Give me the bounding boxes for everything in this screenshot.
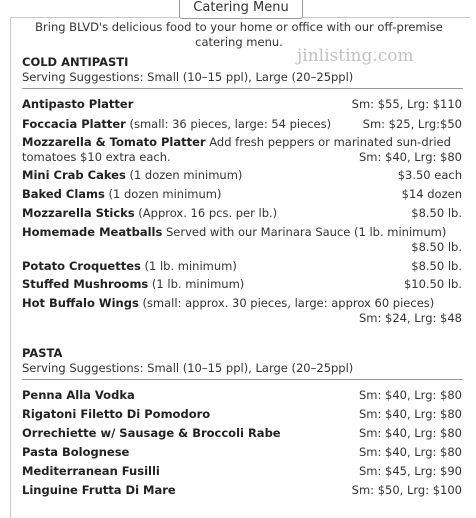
- menu-item: [22, 259, 462, 274]
- item-price: Sm: $55, Lrg: $110: [351, 97, 462, 111]
- section-divider: [22, 379, 463, 380]
- serving-suggestions-antipasti: Serving Suggestions: Small (10–15 ppl), Large (20–25ppl): [22, 70, 354, 84]
- menu-item: [22, 445, 462, 460]
- menu-item: [22, 117, 462, 132]
- menu-item: [22, 296, 462, 325]
- item-price: Sm: $40, Lrg: $80: [358, 445, 462, 459]
- item-price: $8.50 lb.: [411, 240, 462, 254]
- item-price: Sm: $40, Lrg: $80: [358, 407, 462, 421]
- item-name: Mediterranean Fusilli: [22, 464, 160, 478]
- item-name: Foccacia Platter: [22, 117, 126, 131]
- serving-suggestions-pasta: Serving Suggestions: Small (10–15 ppl), Large (20–25ppl): [22, 361, 354, 375]
- item-name: Hot Buffalo Wings: [22, 296, 139, 310]
- item-desc: (small: 36 pieces, large: 54 pieces): [125, 117, 332, 131]
- item-name: Homemade Meatballs: [22, 225, 163, 239]
- section-title-pasta: PASTA: [22, 346, 63, 360]
- menu-item: [22, 388, 462, 403]
- item-name: Rigatoni Filetto Di Pomodoro: [22, 407, 211, 421]
- item-price: Sm: $45, Lrg: $90: [358, 464, 462, 478]
- item-price: Sm: $40, Lrg: $80: [358, 426, 462, 440]
- item-price: Sm: $50, Lrg: $100: [351, 483, 462, 497]
- item-name: Potato Croquettes: [22, 259, 141, 273]
- item-name: Orrechiette w/ Sausage & Broccoli Rabe: [22, 426, 281, 440]
- item-name: Mini Crab Cakes: [22, 168, 126, 182]
- item-desc: (1 dozen minimum): [125, 168, 243, 182]
- item-price: Sm: $40, Lrg: $80: [358, 388, 462, 402]
- menu-item: [22, 277, 462, 292]
- menu-item: [22, 483, 462, 498]
- menu-item: [22, 135, 462, 165]
- item-name: Mozzarella Sticks: [22, 206, 135, 220]
- menu-item: [22, 225, 462, 254]
- menu-tab-title: Catering Menu: [179, 0, 303, 19]
- item-desc: Served with our Marinara Sauce (1 lb. minimum): [162, 225, 447, 239]
- menu-item: [22, 407, 462, 422]
- item-price: Sm: $25, Lrg:$50: [362, 117, 462, 131]
- item-name: Baked Clams: [22, 187, 105, 201]
- menu-item: [22, 464, 462, 479]
- item-name: Pasta Bolognese: [22, 445, 130, 459]
- intro-text: Bring BLVD's delicious food to your home or office with our off-premise catering menu.: [35, 20, 443, 49]
- menu-item: [22, 168, 462, 183]
- section-title-cold-antipasti: COLD ANTIPASTI: [22, 55, 129, 69]
- item-desc: (1 dozen minimum): [104, 187, 222, 201]
- item-desc: (small: approx. 30 pieces, large: approx 60 pieces): [138, 296, 435, 310]
- item-price: $3.50 each: [397, 168, 462, 182]
- item-name: Antipasto Platter: [22, 97, 134, 111]
- menu-item: [22, 426, 462, 441]
- item-price: $8.50 lb.: [411, 206, 462, 220]
- item-price: Sm: $40, Lrg: $80: [358, 150, 462, 164]
- item-name: Stuffed Mushrooms: [22, 277, 149, 291]
- item-price: $8.50 lb.: [411, 259, 462, 273]
- watermark: jinlisting.com: [297, 46, 414, 66]
- item-name: Linguine Frutta Di Mare: [22, 483, 176, 497]
- item-desc: (1 lb. minimum): [140, 259, 237, 273]
- section-divider: [22, 88, 463, 89]
- menu-item: [22, 187, 462, 202]
- menu-item: [22, 206, 462, 221]
- item-desc: Add fresh peppers or marinated sun-dried tomatoes $10 extra each.: [22, 135, 451, 164]
- item-price: Sm: $24, Lrg: $48: [358, 311, 462, 325]
- item-desc: (Approx. 16 pcs. per lb.): [134, 206, 278, 220]
- item-desc: (1 lb. minimum): [148, 277, 245, 291]
- menu-item: [22, 97, 462, 112]
- item-name: Mozzarella & Tomato Platter: [22, 135, 206, 149]
- item-name: Penna Alla Vodka: [22, 388, 135, 402]
- item-price: $14 dozen: [401, 187, 462, 201]
- item-price: $10.50 lb.: [403, 277, 462, 291]
